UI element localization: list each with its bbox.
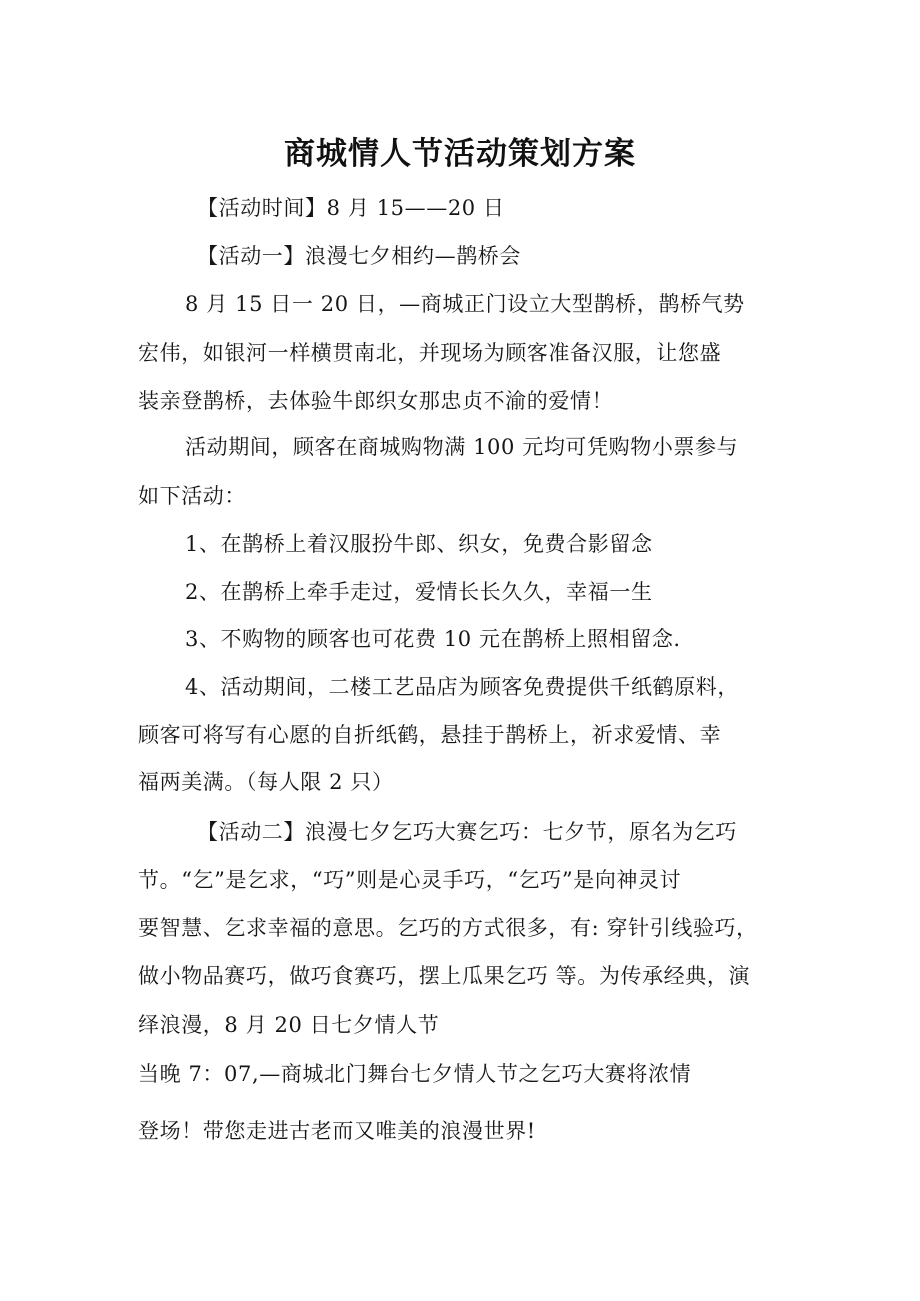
list-item-2: 2、在鹊桥上牵手走过，爱情长长久久，幸福一生 [185,580,653,604]
list-item-1: 1、在鹊桥上着汉服扮牛郎、织女，免费合影留念 [185,532,653,556]
paragraph-line: 宏伟，如银河一样横贯南北，并现场为顾客准备汉服，让您盛 [138,341,722,365]
paragraph-line: 绎浪漫，8 月 20 日七夕情人节 [138,1013,440,1037]
list-item-4: 4、活动期间，二楼工艺品店为顾客免费提供千纸鹤原料， [185,675,739,699]
paragraph-line: 8 月 15 日一 20 日，—商城正门设立大型鹊桥，鹊桥气势 [185,292,745,316]
paragraph-line-activity-time: 【活动时间】8 月 15——20 日 [197,196,505,220]
paragraph-line: 当晚 7：07,—商城北门舞台七夕情人节之乞巧大赛将浓情 [138,1062,692,1086]
document-title: 商城情人节活动策划方案 [284,136,636,172]
paragraph-line: 福两美满。（每人限 2 只） [138,770,394,794]
list-item-3: 3、不购物的顾客也可花费 10 元在鹊桥上照相留念. [185,627,681,651]
paragraph-line: 活动期间，顾客在商城购物满 100 元均可凭购物小票参与 [185,435,739,459]
paragraph-line-activity-two-heading: 【活动二】浪漫七夕乞巧大赛乞巧：七夕节，原名为乞巧 [197,820,737,844]
paragraph-line: 节。“乞”是乞求，“巧”则是心灵手巧，“乞巧”是向神灵讨 [138,868,682,892]
paragraph-line: 要智慧、乞求幸福的意思。乞巧的方式很多，有: 穿针引线验巧， [138,916,758,940]
paragraph-line: 装亲登鹊桥，去体验牛郎织女那忠贞不渝的爱情！ [138,389,614,413]
paragraph-line: 登场！带您走进古老而又唯美的浪漫世界! [138,1119,536,1143]
paragraph-line: 顾客可将写有心愿的自折纸鹤，悬挂于鹊桥上，祈求爱情、幸 [138,723,722,747]
paragraph-line-activity-one-heading: 【活动一】浪漫七夕相约—鹊桥会 [197,244,521,268]
paragraph-line: 如下活动： [138,484,246,508]
paragraph-line: 做小物品赛巧，做巧食赛巧，摆上瓜果乞巧 等。为传承经典，演 [138,964,751,988]
